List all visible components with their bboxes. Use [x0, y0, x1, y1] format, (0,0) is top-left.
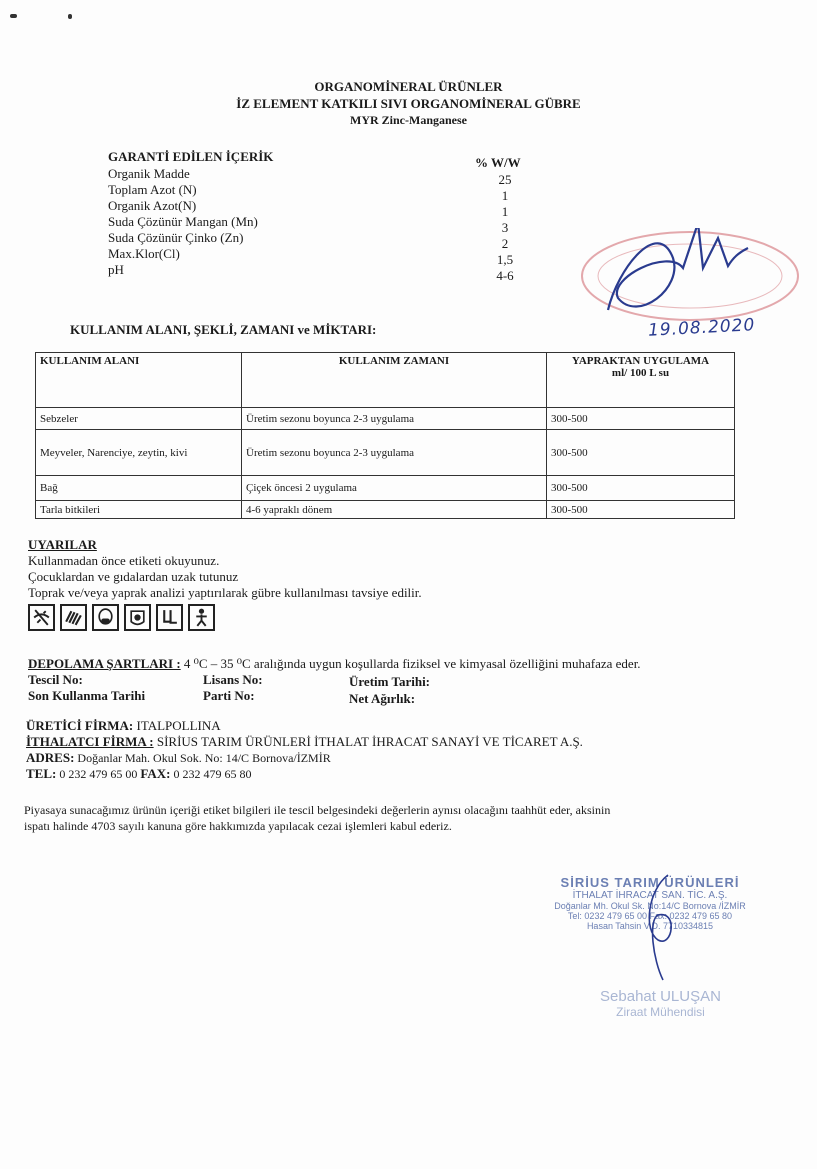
parti-label: Parti No: [203, 688, 255, 703]
face-mask-icon [92, 604, 119, 631]
signer-title: Ziraat Mühendisi [616, 1005, 705, 1019]
composition-item-name: pH [108, 262, 124, 277]
stamp-company: SİRİUS TARIM ÜRÜNLERİ [560, 875, 740, 890]
declaration-line: ispatı halinde 4703 sayılı kanuna göre hakkımızda yapılacak cezai işlemleri kabul ederiz. [24, 819, 452, 833]
composition-names [108, 166, 258, 278]
document-title [0, 78, 817, 129]
importer-line [26, 734, 583, 750]
warnings-list [28, 553, 422, 601]
stamp-line: İTHALAT İHRACAT SAN. TİC. A.Ş. [572, 890, 728, 901]
storage-label: DEPOLAMA ŞARTLARI : [28, 656, 181, 671]
warning-line: Toprak ve/veya yaprak analizi yaptırılarak gübre kullanılması tavsiye edilir. [28, 585, 422, 600]
composition-item-value: 3 [501, 220, 509, 235]
scan-speck [68, 14, 72, 19]
header-dose-title: YAPRAKTAN UYGULAMA [571, 355, 710, 367]
cell-area: Sebzeler [36, 408, 242, 430]
boots-icon [156, 604, 183, 631]
declaration-line: Piyasaya sunacağımız ürünün içeriği etiket bilgileri ile tescil belgesindeki değerlerin aynısı olacağını taahhüt eder, aksinin [24, 803, 611, 817]
gloves-icon [60, 604, 87, 631]
ppe-icons [28, 604, 215, 631]
cell-dose: 300-500 [547, 501, 735, 519]
importer-value: SİRİUS TARIM ÜRÜNLERİ İTHALAT İHRACAT SANAYİ VE TİCARET A.Ş. [153, 734, 583, 749]
table-row [36, 408, 735, 430]
signer-name: Sebahat ULUŞAN [600, 988, 721, 1005]
composition-item-name: Suda Çözünür Çinko (Zn) [108, 230, 244, 245]
importer-label: İTHALATCI FİRMA : [26, 734, 154, 749]
warning-line: Kullanmadan önce etiketi okuyunuz. [28, 553, 220, 568]
tel-value: 0 232 479 65 00 [56, 767, 141, 781]
table-row [36, 476, 735, 501]
composition-item-value: 4-6 [496, 268, 514, 283]
tel-line [26, 766, 583, 782]
cell-time: 4-6 yapraklı dönem [242, 501, 547, 519]
fax-label: FAX: [140, 766, 171, 781]
signer-block [588, 988, 733, 1019]
usage-title: KULLANIM ALANI, ŞEKLİ, ZAMANI ve MİKTARI: [70, 322, 377, 337]
composition-unit: % W/W [475, 155, 521, 170]
address-label: ADRES: [26, 750, 75, 765]
cell-dose: 300-500 [547, 408, 735, 430]
cell-area: Bağ [36, 476, 242, 501]
composition-item-value: 25 [498, 172, 512, 187]
producer-value: ITALPOLLINA [133, 718, 221, 733]
stamp-line: Tel: 0232 479 65 00 Fax: 0232 479 65 80 [567, 911, 733, 921]
tel-label: TEL: [26, 766, 57, 781]
cell-time: Üretim sezonu boyunca 2-3 uygulama [242, 430, 547, 476]
skt-label: Son Kullanma Tarihi [28, 688, 146, 703]
scan-speck [10, 14, 17, 18]
uretim-label: Üretim Tarihi: [349, 674, 431, 689]
stamp-line: Doğanlar Mh. Okul Sk. No:14/C Bornova /İZMİR [554, 901, 746, 911]
composition-item-value: 1 [501, 204, 509, 219]
agirlik-label: Net Ağırlık: [349, 691, 416, 706]
usage-table [35, 352, 735, 519]
composition-values [487, 172, 523, 284]
header-dose-unit: ml/ 100 L su [611, 367, 670, 379]
cell-dose: 300-500 [547, 476, 735, 501]
composition-item-name: Organik Azot(N) [108, 198, 197, 213]
warning-line: Çocuklardan ve gıdalardan uzak tutunuz [28, 569, 239, 584]
no-eating-drinking-icon [28, 604, 55, 631]
fax-value: 0 232 479 65 80 [170, 767, 252, 781]
title-line-3: MYR Zinc-Manganese [350, 113, 467, 127]
signature [628, 870, 688, 990]
cell-dose: 300-500 [547, 430, 735, 476]
table-row [36, 430, 735, 476]
composition-item-value: 1,5 [496, 252, 514, 267]
producer-label: ÜRETİCİ FİRMA: [26, 718, 134, 733]
header-area: KULLANIM ALANI [36, 353, 242, 408]
header-time: KULLANIM ZAMANI [242, 353, 547, 408]
stamp-line: Hasan Tahsin V.D. 7710334815 [586, 921, 714, 931]
cell-area: Meyveler, Narenciye, zeytin, kivi [36, 430, 242, 476]
storage-line [28, 656, 641, 672]
composition-item-name: Max.Klor(Cl) [108, 246, 180, 261]
approval-date: 19.08.2020 [647, 315, 756, 341]
warnings-title: UYARILAR [28, 537, 97, 552]
lisans-label: Lisans No: [203, 672, 263, 687]
title-line-2: İZ ELEMENT KATKILI SIVI ORGANOMİNERAL GÜBRE [236, 96, 581, 111]
tescil-label: Tescil No: [28, 672, 83, 687]
cell-area: Tarla bitkileri [36, 501, 242, 519]
company-block [26, 718, 583, 782]
composition-item-name: Suda Çözünür Mangan (Mn) [108, 214, 258, 229]
storage-text: 4 ⁰C – 35 ⁰C aralığında uygun koşullarda fiziksel ve kimyasal özelliğini muhafaza eder. [180, 656, 641, 671]
face-shield-icon [124, 604, 151, 631]
composition-item-value: 1 [501, 188, 509, 203]
table-row [36, 501, 735, 519]
composition-item-name: Organik Madde [108, 166, 190, 181]
producer-line [26, 718, 583, 734]
declaration [24, 802, 610, 834]
composition-title: GARANTİ EDİLEN İÇERİK [108, 149, 274, 164]
protective-suit-icon [188, 604, 215, 631]
header-dose [547, 353, 735, 408]
cell-time: Çiçek öncesi 2 uygulama [242, 476, 547, 501]
composition-item-value: 2 [501, 236, 509, 251]
address-line [26, 750, 583, 766]
title-line-1: ORGANOMİNERAL ÜRÜNLER [314, 79, 503, 94]
table-header-row [36, 353, 735, 408]
address-value: Doğanlar Mah. Okul Sok. No: 14/C Bornova/İZMİR [74, 751, 331, 765]
cell-time: Üretim sezonu boyunca 2-3 uygulama [242, 408, 547, 430]
composition-item-name: Toplam Azot (N) [108, 182, 197, 197]
